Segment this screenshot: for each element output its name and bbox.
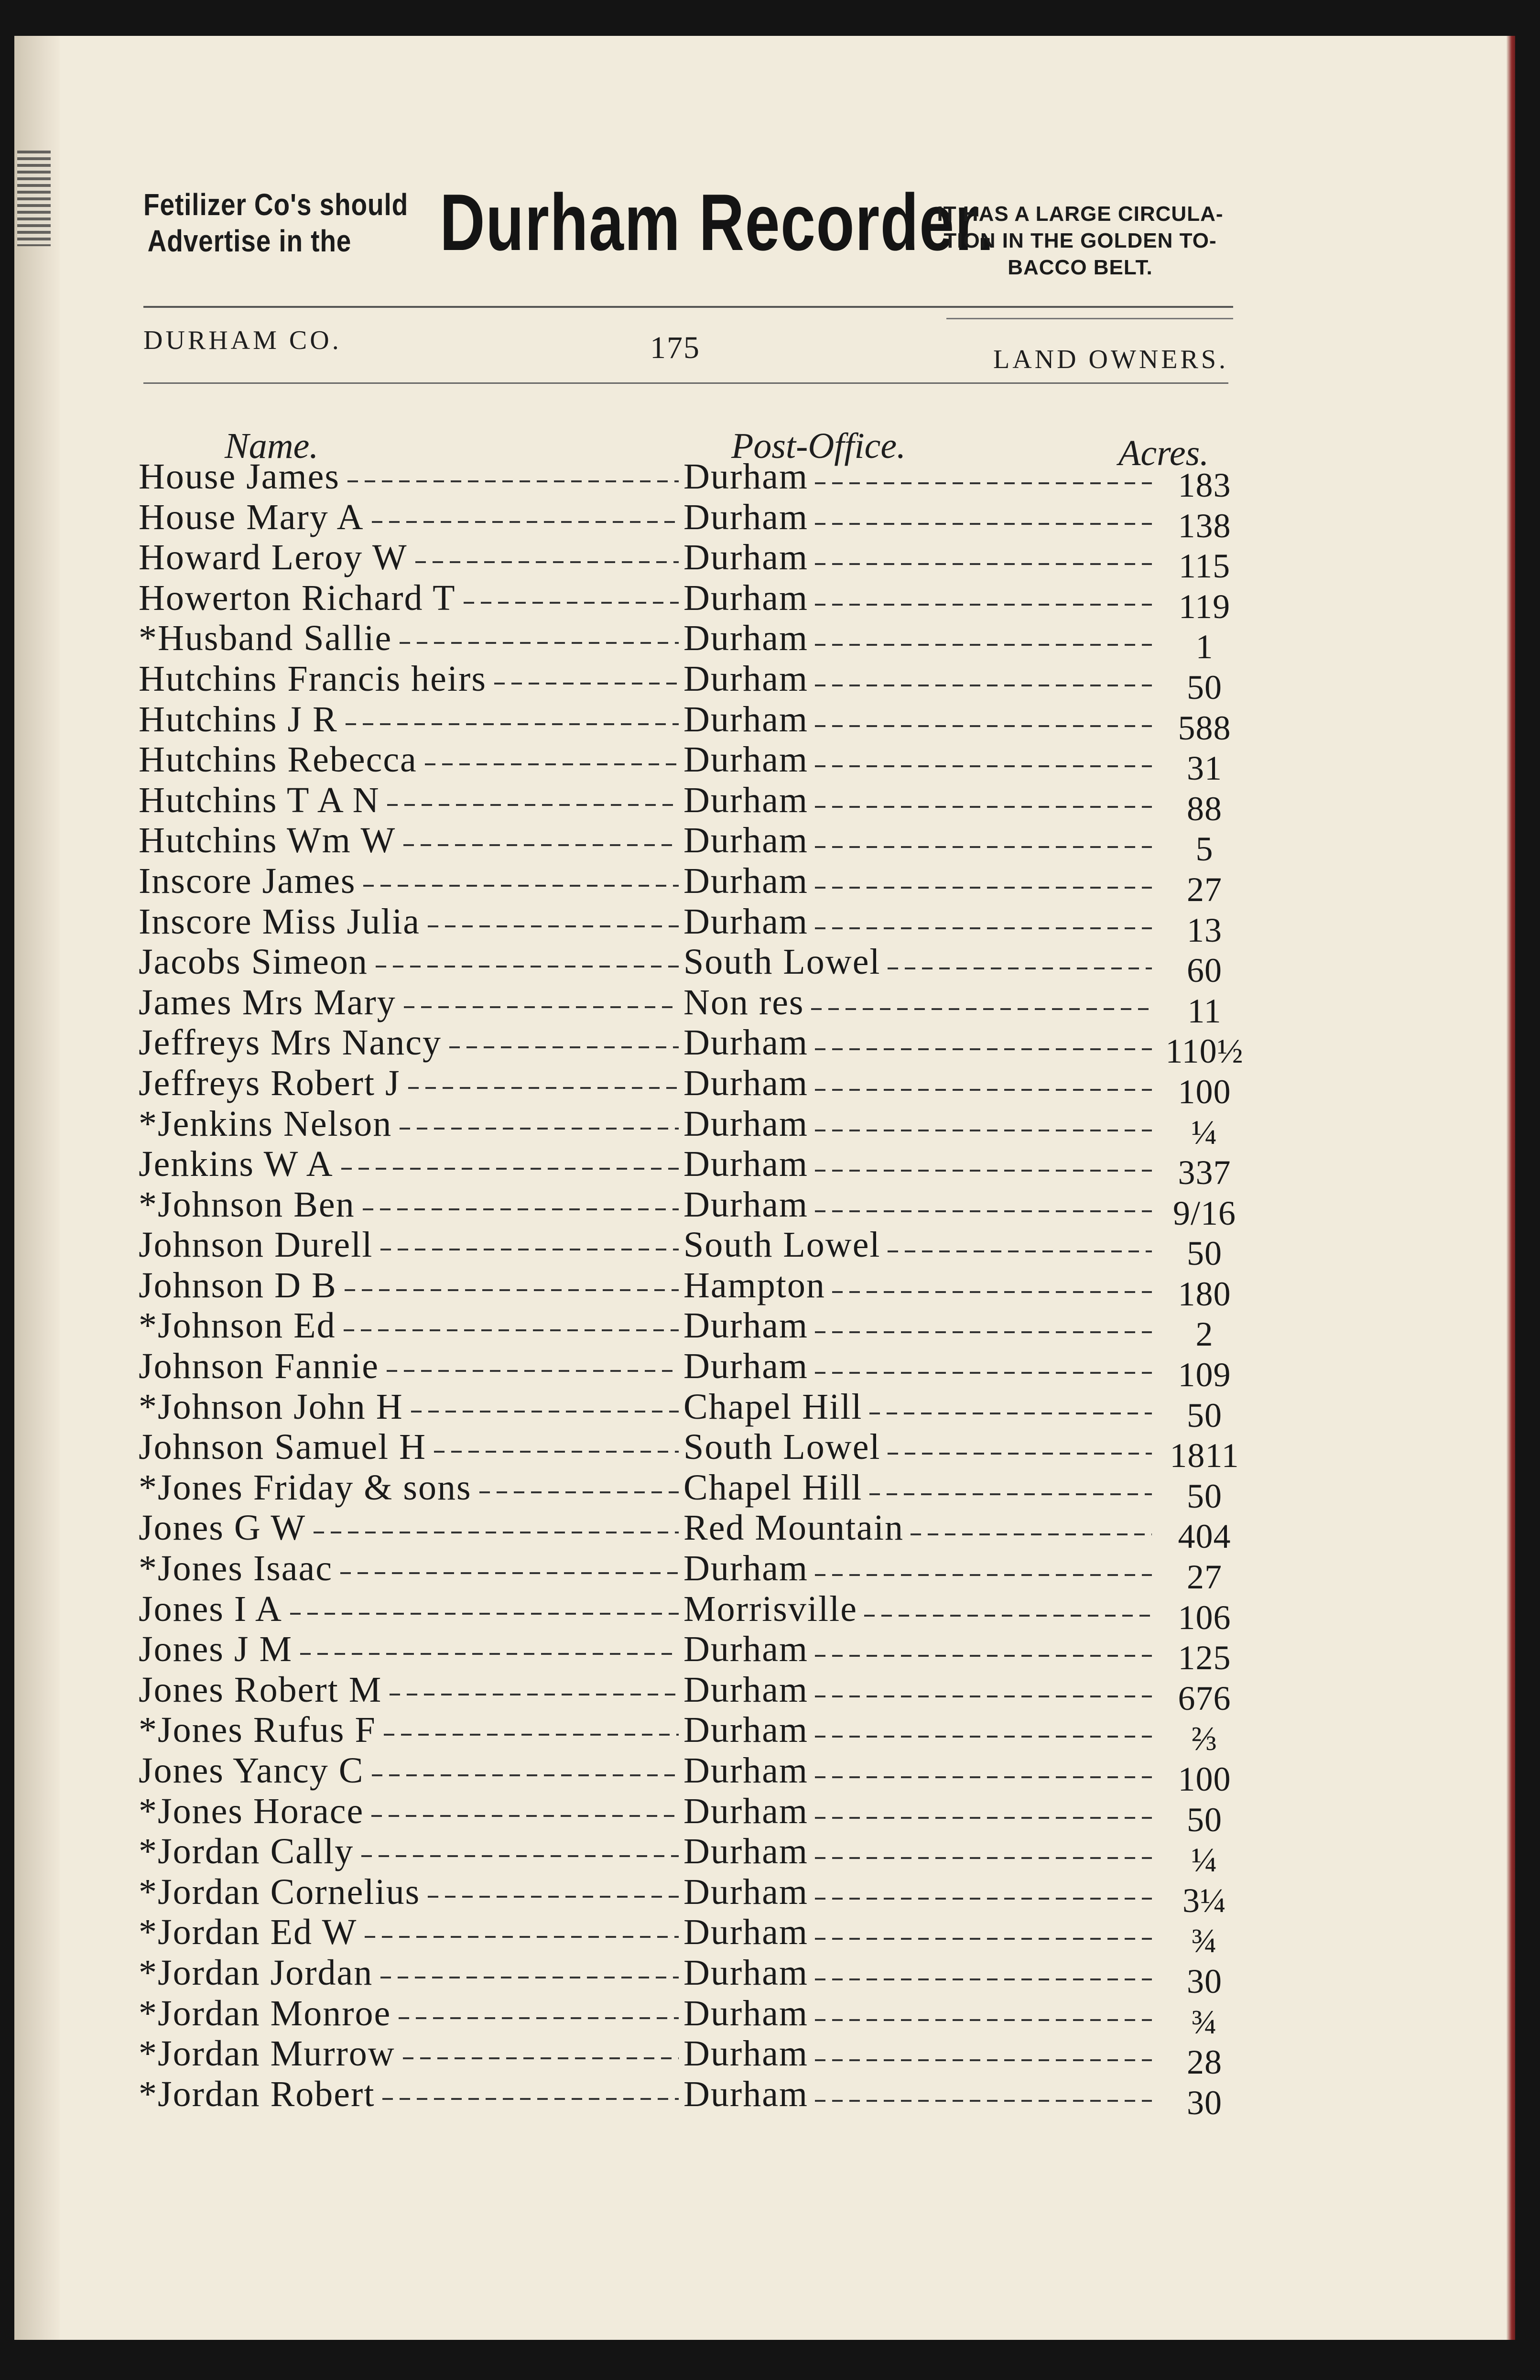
dot-leader: [408, 1087, 679, 1089]
advertisement-left-text: [143, 186, 408, 259]
list-item: [139, 658, 1238, 706]
acres-value: 109: [1178, 1356, 1231, 1394]
dot-leader: [428, 925, 679, 927]
post-office: South Lowel: [683, 1225, 881, 1265]
post-office: Durham: [683, 699, 809, 739]
post-office: Durham: [683, 1305, 809, 1346]
dot-leader: [384, 1734, 679, 1736]
dot-leader: [340, 1572, 679, 1574]
page-number: 175: [650, 330, 700, 365]
post-office: Durham: [683, 577, 809, 618]
owner-name: *Jones Isaac: [139, 1548, 333, 1589]
acres-value: 88: [1187, 789, 1222, 828]
dot-leader: [434, 1451, 679, 1453]
dot-leader: [380, 1977, 679, 1978]
owner-name: House James: [139, 456, 340, 497]
dot-leader: [815, 1898, 1152, 1900]
dot-leader: [346, 723, 679, 725]
dot-leader: [815, 1817, 1152, 1819]
acres-value: 50: [1187, 1800, 1222, 1839]
dot-leader: [404, 1006, 679, 1008]
post-office: Durham: [683, 1144, 809, 1185]
post-office: Durham: [683, 820, 809, 861]
facing-page-text-fragment: [17, 151, 51, 246]
list-item: [139, 1184, 1238, 1232]
dot-leader: [815, 725, 1152, 727]
dot-leader: [815, 1130, 1152, 1131]
acres-value: 50: [1187, 1477, 1222, 1515]
dot-leader: [387, 804, 679, 806]
owner-name: *Johnson John H: [139, 1386, 403, 1427]
acres-value: 404: [1178, 1517, 1231, 1556]
dot-leader: [372, 1774, 679, 1776]
acres-value: 119: [1178, 587, 1231, 626]
list-item: [139, 942, 1238, 990]
owner-name: House Mary A: [139, 497, 364, 537]
dot-leader: [290, 1613, 679, 1615]
dot-leader: [815, 1210, 1152, 1212]
post-office: Durham: [683, 1022, 809, 1063]
owner-name: *Jones Friday & sons: [139, 1467, 472, 1508]
list-item: [139, 1871, 1238, 1920]
list-item: [139, 1710, 1238, 1758]
advertisement-banner: [143, 177, 1233, 306]
dot-leader: [815, 1089, 1152, 1091]
acres-value: 28: [1187, 2043, 1222, 2082]
post-office: Durham: [683, 1871, 809, 1912]
dot-leader: [380, 1249, 679, 1250]
owner-name: Jones Robert M: [139, 1669, 382, 1710]
dot-leader: [815, 927, 1152, 929]
dot-leader: [494, 683, 679, 685]
post-office: Durham: [683, 780, 809, 820]
advertisement-left-line: Fetilizer Co's should: [143, 187, 409, 222]
post-office: South Lowel: [683, 942, 881, 982]
acres-value: 588: [1178, 708, 1231, 747]
list-item: [139, 1225, 1238, 1273]
owner-name: *Jordan Robert: [139, 2074, 375, 2114]
owner-name: *Husband Sallie: [139, 618, 392, 659]
acres-value: 31: [1187, 749, 1222, 788]
post-office: Durham: [683, 901, 809, 942]
post-office: Durham: [683, 1912, 809, 1953]
owner-name: Inscore Miss Julia: [139, 901, 421, 942]
owner-name: Hutchins Wm W: [139, 820, 396, 861]
list-item: [139, 1265, 1238, 1313]
dot-leader: [869, 1413, 1152, 1414]
advertisement-right-line: TION IN THE GOLDEN TO-: [944, 229, 1217, 252]
dot-leader: [411, 1411, 679, 1413]
advertisement-right-line: IT HAS A LARGE CIRCULA-: [937, 202, 1224, 226]
list-item: [139, 739, 1238, 788]
dot-leader: [815, 482, 1152, 484]
dot-leader: [815, 1655, 1152, 1657]
section-label: LAND OWNERS.: [993, 345, 1228, 374]
dot-leader: [365, 1936, 679, 1938]
book-cover-edge: [1507, 36, 1515, 2340]
list-item: [139, 699, 1238, 747]
list-item: [139, 1508, 1238, 1556]
dot-leader: [864, 1615, 1152, 1617]
post-office: Durham: [683, 1831, 809, 1872]
dot-leader: [399, 2017, 679, 2019]
owner-name: *Johnson Ed: [139, 1305, 336, 1346]
dot-leader: [341, 1168, 679, 1170]
list-item: [139, 1588, 1238, 1637]
dot-leader: [382, 2098, 679, 2100]
owner-name: Johnson Durell: [139, 1225, 373, 1265]
dot-leader: [811, 1008, 1152, 1010]
dot-leader: [361, 1855, 679, 1857]
dot-leader: [815, 2019, 1152, 2021]
list-item: [139, 1669, 1238, 1717]
acres-value: 1811: [1170, 1436, 1239, 1475]
dot-leader: [815, 1331, 1152, 1333]
list-item: [139, 1063, 1238, 1111]
list-item: [139, 780, 1238, 828]
dot-leader: [415, 561, 679, 563]
list-item: [139, 577, 1238, 626]
dot-leader: [371, 1815, 679, 1817]
advertisement-left-line: Advertise in the: [147, 224, 352, 258]
owner-name: Jones I A: [139, 1588, 282, 1629]
acres-value: 676: [1178, 1679, 1231, 1717]
list-item: [139, 497, 1238, 545]
post-office: Durham: [683, 2033, 809, 2074]
dot-leader: [400, 642, 679, 644]
acres-value: ¾: [1191, 2002, 1218, 2041]
advertisement-rule: [143, 306, 1233, 308]
list-item: [139, 860, 1238, 909]
dot-leader: [428, 1896, 679, 1898]
dot-leader: [449, 1046, 679, 1048]
dot-leader: [815, 1978, 1152, 1980]
post-office: Durham: [683, 658, 809, 699]
acres-value: 106: [1178, 1598, 1231, 1637]
owner-name: Hutchins Rebecca: [139, 739, 417, 780]
post-office: Durham: [683, 860, 809, 901]
post-office: Non res: [683, 982, 804, 1022]
dot-leader: [425, 763, 679, 765]
list-item: [139, 1912, 1238, 1960]
advertisement-title: Durham Recorder.: [440, 177, 995, 267]
post-office: Durham: [683, 1952, 809, 1993]
list-item: [139, 1548, 1238, 1597]
owner-name: Jones Yancy C: [139, 1750, 364, 1791]
acres-value: 100: [1178, 1760, 1231, 1798]
list-item: [139, 618, 1238, 666]
list-item: [139, 1952, 1238, 2000]
dot-leader: [363, 1208, 679, 1210]
acres-value: 100: [1178, 1072, 1231, 1111]
advertisement-right-text: [927, 201, 1233, 281]
dot-leader: [815, 1695, 1152, 1697]
acres-value: 27: [1187, 870, 1222, 909]
dot-leader: [400, 1128, 679, 1130]
dot-leader: [815, 887, 1152, 889]
acres-value: 2: [1195, 1315, 1214, 1354]
post-office: Durham: [683, 1103, 809, 1144]
owner-name: Johnson D B: [139, 1265, 337, 1305]
owner-name: Hutchins Francis heirs: [139, 658, 487, 699]
acres-value: 11: [1187, 991, 1222, 1030]
dot-leader: [832, 1291, 1152, 1293]
post-office: Durham: [683, 497, 809, 537]
dot-leader: [815, 2100, 1152, 2102]
post-office: Durham: [683, 1346, 809, 1387]
dot-leader: [815, 563, 1152, 565]
dot-leader: [815, 1372, 1152, 1374]
dot-leader: [888, 1250, 1152, 1252]
dot-leader: [372, 521, 679, 523]
dot-leader: [347, 480, 679, 482]
list-item: [139, 1629, 1238, 1677]
owner-name: Johnson Fannie: [139, 1346, 379, 1387]
post-office: Chapel Hill: [683, 1386, 863, 1427]
acres-value: ⅔: [1191, 1719, 1218, 1758]
owner-name: *Jenkins Nelson: [139, 1103, 392, 1144]
column-heading-post-office: Post-Office.: [731, 426, 906, 466]
list-item: [139, 1022, 1244, 1071]
owner-name: *Jordan Cally: [139, 1831, 354, 1872]
land-owner-list: [139, 456, 1244, 2122]
acres-value: 138: [1178, 506, 1231, 545]
dot-leader: [815, 765, 1152, 767]
list-item: [139, 1467, 1238, 1515]
dot-leader: [815, 644, 1152, 646]
post-office: Red Mountain: [683, 1508, 904, 1548]
list-item: [139, 1993, 1238, 2041]
owner-name: *Jordan Jordan: [139, 1952, 373, 1993]
acres-value: 115: [1178, 547, 1231, 586]
dot-leader: [815, 1736, 1152, 1738]
owner-name: Hutchins J R: [139, 699, 338, 739]
acres-value: 337: [1178, 1153, 1231, 1192]
post-office: Durham: [683, 1791, 809, 1831]
list-item: [139, 1791, 1238, 1839]
dot-leader: [911, 1533, 1152, 1535]
acres-value: 27: [1187, 1558, 1222, 1597]
owner-name: Jenkins W A: [139, 1144, 334, 1185]
list-item: [139, 2074, 1238, 2122]
owner-name: Jones J M: [139, 1629, 293, 1670]
acres-value: 180: [1178, 1274, 1231, 1313]
list-item: [139, 1427, 1239, 1475]
acres-value: 50: [1187, 668, 1222, 706]
post-office: Durham: [683, 537, 809, 578]
dot-leader: [390, 1694, 679, 1695]
acres-value: 50: [1187, 1396, 1222, 1435]
dot-leader: [464, 602, 679, 604]
owner-name: James Mrs Mary: [139, 982, 396, 1022]
acres-value: 5: [1195, 830, 1214, 869]
dot-leader: [888, 967, 1152, 969]
owner-name: *Jordan Monroe: [139, 1993, 391, 2033]
list-item: [139, 1750, 1238, 1798]
list-item: [139, 1103, 1238, 1152]
acres-value: 50: [1187, 1234, 1222, 1273]
post-office: Morrisville: [683, 1588, 857, 1629]
list-item: [139, 1144, 1238, 1192]
dot-leader: [815, 1857, 1152, 1859]
running-header: [143, 320, 1228, 373]
post-office: Durham: [683, 618, 809, 659]
post-office: Durham: [683, 1669, 809, 1710]
acres-value: 183: [1178, 466, 1231, 504]
dot-leader: [815, 1776, 1152, 1778]
column-heading-name: Name.: [225, 426, 319, 466]
header-rule: [143, 382, 1228, 384]
acres-value: ¼: [1191, 1113, 1218, 1152]
list-item: [139, 1305, 1238, 1354]
dot-leader: [403, 2057, 679, 2059]
post-office: Durham: [683, 1750, 809, 1791]
facing-page-edge: [14, 36, 60, 2340]
dot-leader: [815, 523, 1152, 525]
owner-name: *Jordan Cornelius: [139, 1871, 421, 1912]
acres-value: 9/16: [1172, 1194, 1236, 1232]
owner-name: Inscore James: [139, 860, 356, 901]
owner-name: *Jordan Murrow: [139, 2033, 395, 2074]
dot-leader: [815, 604, 1152, 606]
post-office: Chapel Hill: [683, 1467, 863, 1508]
dot-leader: [815, 806, 1152, 808]
owner-name: *Jones Horace: [139, 1791, 364, 1831]
list-item: [139, 1831, 1238, 1880]
column-heading-acres: Acres.: [1118, 433, 1209, 473]
acres-value: ¾: [1191, 1922, 1218, 1960]
post-office: Durham: [683, 1548, 809, 1589]
acres-value: 13: [1187, 911, 1222, 949]
dot-leader: [815, 846, 1152, 848]
owner-name: Jeffreys Mrs Nancy: [139, 1022, 442, 1063]
owner-name: Howard Leroy W: [139, 537, 408, 578]
acres-value: 30: [1187, 2083, 1222, 2122]
owner-name: Johnson Samuel H: [139, 1427, 426, 1467]
owner-name: *Jordan Ed W: [139, 1912, 358, 1953]
post-office: Durham: [683, 456, 809, 497]
post-office: Durham: [683, 1063, 809, 1103]
list-item: [139, 982, 1238, 1030]
dot-leader: [815, 685, 1152, 686]
acres-value: 1: [1195, 628, 1214, 666]
owner-name: Hutchins T A N: [139, 780, 380, 820]
acres-value: 30: [1187, 1962, 1222, 2000]
dot-leader: [345, 1289, 679, 1291]
list-item: [139, 820, 1238, 869]
dot-leader: [300, 1653, 679, 1655]
owner-name: Howerton Richard T: [139, 577, 456, 618]
dot-leader: [815, 2059, 1152, 2061]
post-office: Durham: [683, 1993, 809, 2033]
post-office: Durham: [683, 739, 809, 780]
post-office: South Lowel: [683, 1427, 881, 1467]
dot-leader: [314, 1532, 679, 1533]
post-office: Hampton: [683, 1265, 825, 1305]
list-item: [139, 1346, 1238, 1394]
list-item: [139, 901, 1238, 949]
dot-leader: [869, 1493, 1152, 1495]
list-item: [139, 456, 1238, 504]
dot-leader: [387, 1370, 679, 1372]
dot-leader: [815, 1048, 1152, 1050]
acres-value: 3¼: [1182, 1881, 1226, 1920]
dot-leader: [888, 1453, 1152, 1455]
acres-value: 125: [1178, 1639, 1231, 1677]
post-office: Durham: [683, 2074, 809, 2114]
advertisement-rule-short: [946, 318, 1233, 319]
owner-name: *Johnson Ben: [139, 1184, 355, 1225]
dot-leader: [815, 1574, 1152, 1576]
county-label: DURHAM CO.: [143, 326, 342, 355]
acres-value: ¼: [1191, 1841, 1218, 1880]
list-item: [139, 537, 1238, 586]
dot-leader: [376, 966, 679, 967]
dot-leader: [815, 1170, 1152, 1172]
dot-leader: [479, 1491, 679, 1493]
acres-value: 60: [1187, 951, 1222, 990]
owner-name: Jones G W: [139, 1508, 306, 1548]
advertisement-right-line: BACCO BELT.: [1008, 256, 1153, 279]
dot-leader: [815, 1938, 1152, 1940]
post-office: Durham: [683, 1184, 809, 1225]
dot-leader: [344, 1329, 679, 1331]
list-item: [139, 1386, 1238, 1435]
owner-name: Jeffreys Robert J: [139, 1063, 401, 1103]
post-office: Durham: [683, 1629, 809, 1670]
dot-leader: [403, 844, 679, 846]
acres-value: 110½: [1165, 1032, 1244, 1071]
post-office: Durham: [683, 1710, 809, 1750]
owner-name: *Jones Rufus F: [139, 1710, 376, 1750]
dot-leader: [363, 885, 679, 887]
owner-name: Jacobs Simeon: [139, 942, 368, 982]
list-item: [139, 2033, 1238, 2082]
